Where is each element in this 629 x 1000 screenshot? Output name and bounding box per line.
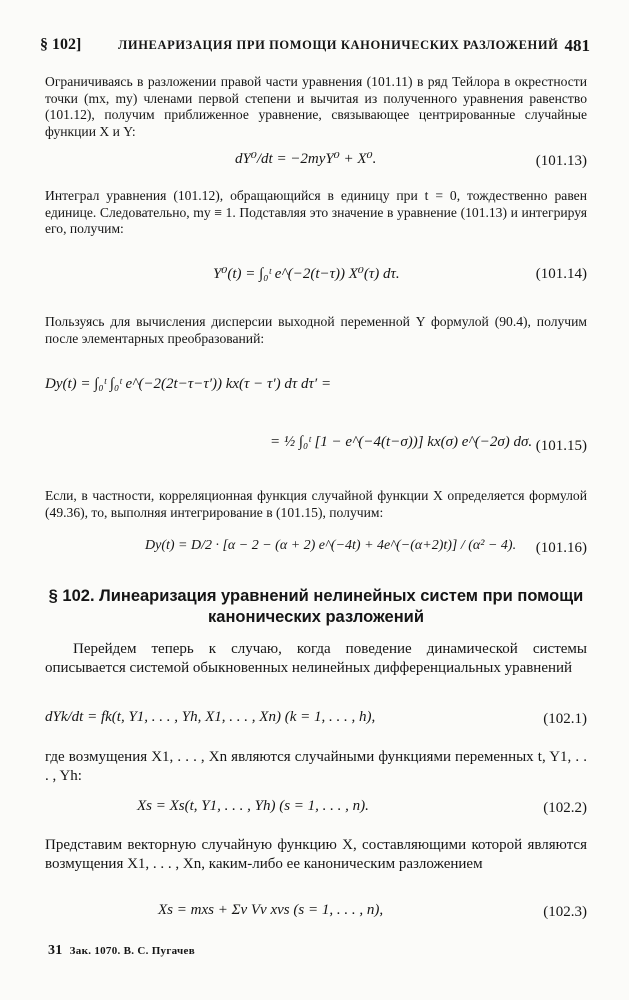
printer-signature	[48, 943, 195, 959]
paragraph-taylor: Ограничиваясь в разложении правой части уравнения (101.11) в ряд Тейлора в окрестности точки (mx, my) членами первой степени и вычитая из полученного уравнения равенство (101.12), получим приближенное уравнение, связывающее центрированные случайные функции X и Y:	[45, 74, 587, 139]
equation-body: = ½ ∫₀ᵗ [1 − e^(−4(t−σ))] kx(σ) e^(−2σ) dσ.	[270, 434, 533, 450]
equation-number: (102.2)	[543, 800, 587, 816]
equation-number: (101.15)	[535, 438, 587, 454]
equation-101-14	[45, 258, 587, 288]
equation-body: dY⁰/dt = −2myY⁰ + X⁰.	[235, 151, 377, 167]
equation-body: Y⁰(t) = ∫₀ᵗ e^(−2(t−τ)) X⁰(τ) dτ.	[213, 266, 400, 282]
equation-101-16	[45, 532, 587, 562]
equation-101-15b	[45, 428, 587, 458]
equation-body: Xs = mxs + Σν Vν xνs (s = 1, . . . , n),	[158, 902, 384, 918]
paragraph-integral: Интеграл уравнения (101.12), обращающийся в единицу при t = 0, тождественно равен единице. Следовательно, my ≡ 1. Подставляя это значение в уравнение (101.13) и интегрируя его, получим:	[45, 188, 587, 236]
equation-102-3	[45, 896, 587, 926]
equation-102-2	[45, 792, 587, 822]
paragraph-correlation: Если, в частности, корреляционная функция случайной функции X определяется формулой (49.36), то, выполняя интегрирование в (101.15), получим:	[45, 488, 587, 520]
paragraph-nonlinear: Перейдем теперь к случаю, когда поведение динамической системы описывается системой обыкновенных нелинейных дифференциальных уравнений	[45, 641, 587, 676]
running-header	[40, 36, 590, 60]
equation-body: Dy(t) = D/2 · [α − 2 − (α + 2) e^(−4t) + 4e^(−(α+2)t)] / (α² − 4).	[145, 538, 517, 553]
sheet-number: 31	[48, 943, 63, 958]
equation-number: (102.3)	[543, 904, 587, 920]
signature-text: Зак. 1070. В. С. Пугачев	[69, 945, 195, 957]
equation-number: (102.1)	[543, 711, 587, 727]
equation-101-15a	[45, 372, 587, 402]
equation-101-13	[45, 145, 587, 175]
section-title	[45, 586, 587, 628]
header-running-title: ЛИНЕАРИЗАЦИЯ ПРИ ПОМОЩИ КАНОНИЧЕСКИХ РАЗЛОЖЕНИЙ	[118, 38, 559, 52]
equation-body: Xs = Xs(t, Y1, . . . , Yh) (s = 1, . . . , n).	[137, 798, 369, 814]
equation-body: Dy(t) = ∫₀ᵗ ∫₀ᵗ e^(−2(2t−τ−τ′)) kx(τ − τ′) dτ dτ′ =	[45, 376, 332, 392]
equation-body: dYk/dt = fk(t, Y1, . . . , Yh, X1, . . . , Xn) (k = 1, . . . , h),	[45, 709, 376, 725]
paragraph-dispersion: Пользуясь для вычисления дисперсии выходной переменной Y формулой (90.4), получим после элементарных преобразований:	[45, 314, 587, 346]
paragraph-perturbations: где возмущения X1, . . . , Xn являются случайными функциями переменных t, Y1, . . . , Yh:	[45, 749, 587, 784]
paragraph-canonical: Представим векторную случайную функцию X, составляющими которой являются возмущения X1, . . . , Xn, каким-либо ее каноническим разложением	[45, 837, 587, 872]
equation-number: (101.13)	[535, 153, 587, 169]
equation-number: (101.16)	[535, 540, 587, 556]
section-title-line-1: § 102. Линеаризация уравнений нелинейных систем при помощи	[48, 587, 584, 605]
equation-number: (101.14)	[535, 266, 587, 282]
header-section-ref: § 102]	[40, 36, 82, 53]
equation-102-1	[45, 703, 587, 733]
section-title-line-2: канонических разложений	[208, 608, 424, 626]
page-number: 481	[564, 36, 590, 55]
